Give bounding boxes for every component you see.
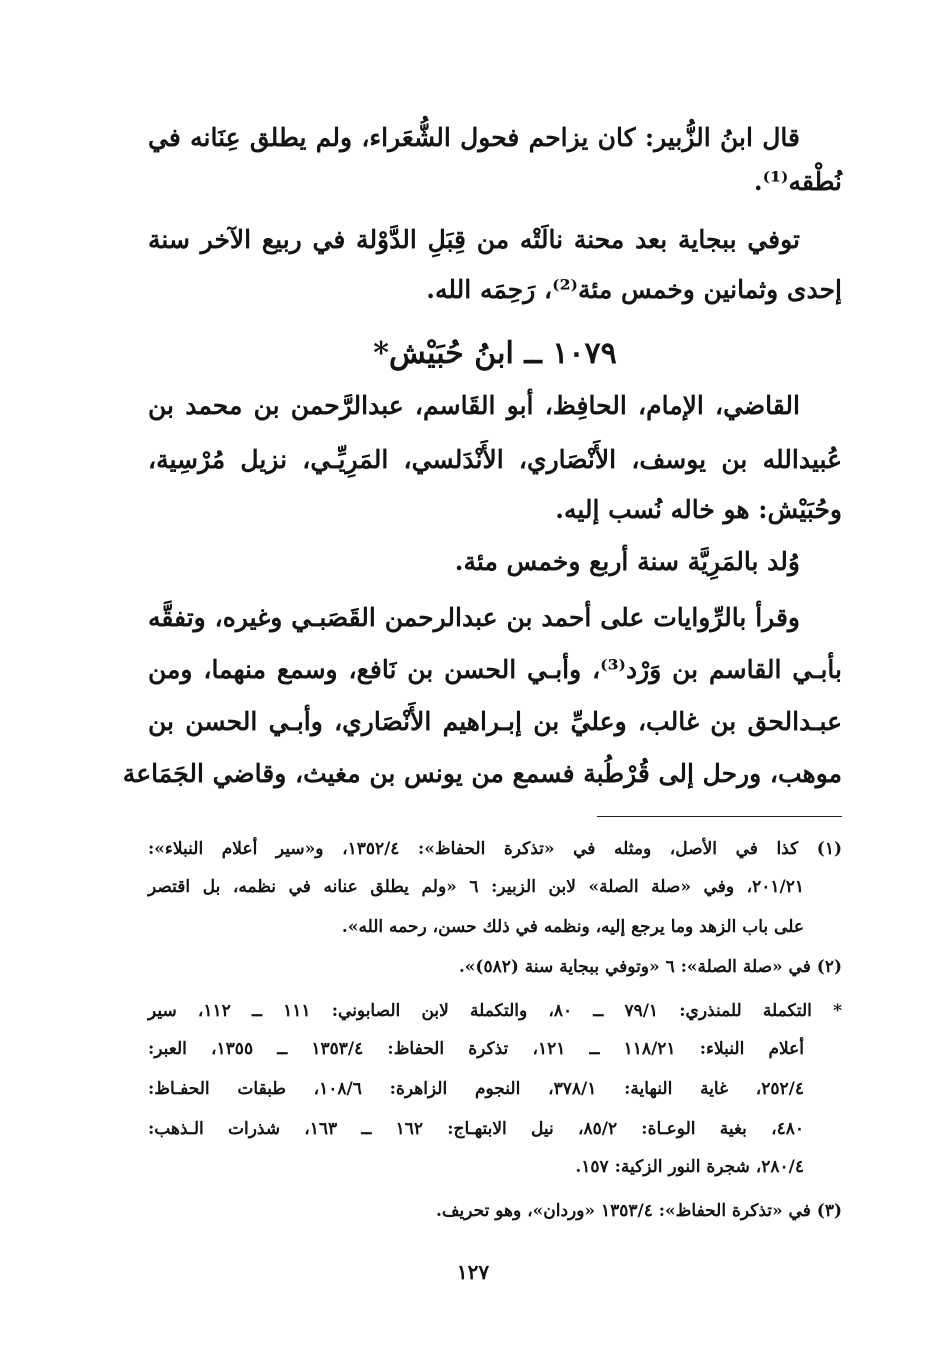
body-line: القاضي، الإمام، الحافِظ، أبو القَاسم، عبدالرَّحمن بن محمد بن — [148, 391, 800, 420]
page-number: ١٢٧ — [456, 1260, 490, 1284]
body-line: موهب، ورحل إلى قُرْطُبة فسمع من يونس بن مغيث، وقاضي الجَمَاعة — [122, 759, 842, 788]
body-line: عُبيدالله بن يوسف، الأَنْصَاري، الأَنْدَلسي، المَرِيِّـي، نزيل مُرْسِية، — [148, 445, 842, 474]
body-line: إحدى وثمانين وخمس مئة⁽²⁾، رَحِمَه الله. — [426, 275, 842, 304]
footnote-line: ٢٨٠/٤، شجرة النور الزكية: ١٥٧. — [575, 1157, 804, 1177]
body-line: توفي ببجاية بعد محنة نالَتْه من قِبَلِ الدَّوْلة في ربيع الآخر سنة — [148, 225, 800, 254]
body-line: نُطْقه⁽¹⁾. — [753, 167, 842, 196]
body-line: وقرأ بالرِّوايات على أحمد بن عبدالرحمن القَصَبـي وغيره، وتفقَّه — [148, 603, 800, 632]
footnote-line: ٤٨٠، بغية الوعـاة: ٨٥/٢، نيل الابتهـاج: ١٦٢ ــ ١٦٣، شذرات الـذهب: — [148, 1119, 804, 1139]
footnote-line: (٢) في «صلة الصلة»: ٦ «وتوفي ببجاية سنة (٥٨٢)». — [458, 957, 842, 977]
footnote-line: (٣) في «تذكرة الحفاظ»: ١٣٥٣/٤ «وردان»، وهو تحريف. — [436, 1201, 842, 1221]
body-line: بأبـي القاسم بن وَرْد⁽³⁾، وأبـي الحسن بن نَافع، وسمع منهما، ومن — [148, 655, 842, 684]
body-line: وُلد بالمَرِيَّة سنة أربع وخمس مئة. — [454, 547, 800, 576]
footnote-line: ٢٥٢/٤، غاية النهاية: ٣٧٨/١، النجوم الزاهرة: ١٠٨/٦، طبقات الحفـاظ: — [148, 1079, 805, 1099]
footnote-line: (١) كذا في الأصل، ومثله في «تذكرة الحفاظ»: ١٣٥٢/٤، و«سير أعلام النبلاء»: — [148, 839, 842, 859]
footnote-line: أعلام النبلاء: ١١٨/٢١ ــ ١٢١، تذكرة الحفاظ: ١٣٥٣/٤ ــ ١٣٥٥، العبر: — [148, 1039, 804, 1059]
footnote-line: ٢٠١/٢١، وفي «صلة الصلة» لابن الزبير: ٦ «ولم يطلق عنانه في نظمه، بل اقتصر — [148, 877, 805, 897]
body-line: عبـدالحق بن غالب، وعليِّ بن إبـراهيم الأَنْصَاري، وأبـي الحسن بن — [148, 707, 842, 736]
footnote-line: على باب الزهد وما يرجع إليه، ونظمه في ذلك حسن، رحمه الله». — [341, 917, 804, 937]
footnote-separator — [597, 816, 842, 817]
entry-title: ١٠٧٩ ــ ابنُ حُبَيْش* — [373, 336, 617, 371]
footnote-line: * التكملة للمنذري: ٧٩/١ ــ ٨٠، والتكملة لابن الصابوني: ١١١ ــ ١١٢، سير — [148, 1001, 842, 1021]
body-line: قال ابنُ الزُّبير: كان يزاحم فحول الشُّعَراء، ولم يطلق عِنَانه في — [148, 123, 800, 152]
body-line: وحُبَيْش: هو خاله نُسب إليه. — [555, 495, 842, 524]
